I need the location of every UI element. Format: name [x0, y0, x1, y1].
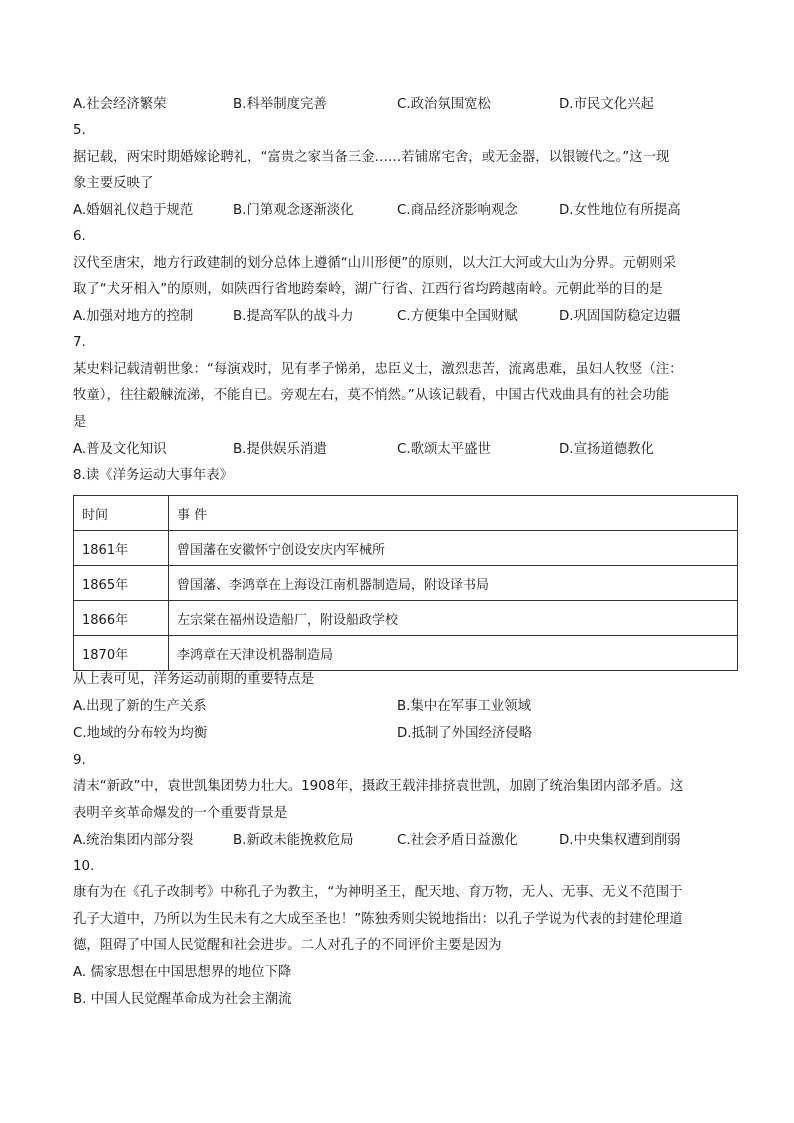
q10-option-a: A. 儒家思想在中国思想界的地位下降	[73, 965, 292, 980]
q10-stem-line-2: 孔子大道中，乃所以为生民未有之大成至圣也！”陈独秀则尖锐地指出：以孔子学说为代表的封建伦理道	[73, 912, 683, 927]
q8-option-b: B.集中在军事工业领域	[397, 699, 531, 714]
q9-number: 9.	[73, 753, 86, 768]
table-cell-event: 曾国藩、李鸿章在上海设江南机器制造局，附设译书局	[169, 566, 738, 601]
events-table	[73, 495, 738, 671]
q9-option-d: D.中央集权遭到削弱	[559, 833, 681, 848]
q10-option-b: B. 中国人民觉醒革命成为社会主潮流	[73, 992, 292, 1007]
q8-title: 8.读《洋务运动大事年表》	[73, 468, 234, 483]
q7-stem-line-3: 是	[73, 415, 87, 430]
q4-option-b: B.科举制度完善	[233, 97, 327, 112]
table-cell-event: 曾国藩在安徽怀宁创设安庆内军械所	[169, 531, 738, 566]
q7-option-d: D.宣扬道德教化	[559, 442, 654, 457]
table-row	[74, 566, 738, 601]
table-row	[74, 531, 738, 566]
q6-number: 6.	[73, 229, 86, 244]
table-row	[74, 601, 738, 636]
q6-stem-line-2: 取了“犬牙相入”的原则，如陕西行省地跨秦岭，湖广行省、江西行省均跨越南岭。元朝此举的目的是	[73, 282, 663, 297]
table-header-event: 事 件	[169, 496, 738, 531]
q9-option-c: C.社会矛盾日益激化	[397, 833, 518, 848]
q10-stem-line-3: 德，阻碍了中国人民觉醒和社会进步。二人对孔子的不同评价主要是因为	[73, 938, 502, 953]
q7-number: 7.	[73, 335, 86, 350]
q8-option-a: A.出现了新的生产关系	[73, 699, 207, 714]
q6-stem-line-1: 汉代至唐宋，地方行政建制的划分总体上遵循“山川形便”的原则，以大江大河或大山为分界。元朝则采	[73, 256, 677, 271]
q6-option-d: D.巩固国防稳定边疆	[559, 309, 681, 324]
q10-number: 10.	[73, 859, 95, 874]
q5-option-c: C.商品经济影响观念	[397, 203, 518, 218]
q9-stem-line-2: 表明辛亥革命爆发的一个重要背景是	[73, 806, 288, 821]
table-cell-year: 1866年	[74, 601, 169, 636]
q5-number: 5.	[73, 123, 86, 138]
q7-option-c: C.歌颂太平盛世	[397, 442, 491, 457]
q6-option-a: A.加强对地方的控制	[73, 309, 194, 324]
q6-option-b: B.提高军队的战斗力	[233, 309, 354, 324]
q9-option-b: B.新政未能挽救危局	[233, 833, 354, 848]
q8-option-d: D.抵制了外国经济侵略	[397, 726, 533, 741]
table-header-row	[74, 496, 738, 531]
q7-stem-line-2: 牧童），往往觳觫流涕，不能自已。旁观左右，莫不悄然。”从该记载看，中国古代戏曲具有的社会功能	[73, 388, 670, 403]
table-cell-event: 李鸿章在天津设机器制造局	[169, 636, 738, 671]
q10-stem-line-1: 康有为在《孔子改制考》中称孔子为教主，“为神明圣王，配天地、育万物，无人、无事、无义不范围于	[73, 885, 683, 900]
q7-option-b: B.提供娱乐消遣	[233, 442, 327, 457]
q7-stem-line-1: 某史料记载清朝世象：“每演戏时，见有孝子悌弟，忠臣义士，激烈悲苦，流离患难，虽妇人牧竖（注：	[73, 362, 683, 377]
table-header-time: 时间	[74, 496, 169, 531]
q5-option-a: A.婚姻礼仪趋于规范	[73, 203, 194, 218]
table-row	[74, 636, 738, 671]
q4-option-d: D.市民文化兴起	[559, 97, 654, 112]
q5-option-b: B.门第观念逐渐淡化	[233, 203, 354, 218]
q7-option-a: A.普及文化知识	[73, 442, 167, 457]
q9-option-a: A.统治集团内部分裂	[73, 833, 194, 848]
q4-option-a: A.社会经济繁荣	[73, 97, 167, 112]
table-cell-year: 1870年	[74, 636, 169, 671]
q5-stem-line-2: 象主要反映了	[73, 176, 154, 191]
q9-stem-line-1: 清末“新政”中，袁世凯集团势力壮大。1908年，摄政王载沣排挤袁世凯，加剧了统治集团内部矛盾。这	[73, 779, 684, 794]
q5-stem-line-1: 据记载，两宋时期婚嫁论聘礼，“富贵之家当备三金……若铺席宅舍，或无金器，以银镀代之。”这一现	[73, 150, 670, 165]
q5-option-d: D.女性地位有所提高	[559, 203, 681, 218]
q4-option-c: C.政治氛围宽松	[397, 97, 491, 112]
table-cell-event: 左宗棠在福州设造船厂，附设船政学校	[169, 601, 738, 636]
q8-option-c: C.地域的分布较为均衡	[73, 726, 208, 741]
q6-option-c: C.方便集中全国财赋	[397, 309, 518, 324]
q8-stem: 从上表可见，洋务运动前期的重要特点是	[73, 672, 315, 687]
table-cell-year: 1865年	[74, 566, 169, 601]
table-cell-year: 1861年	[74, 531, 169, 566]
